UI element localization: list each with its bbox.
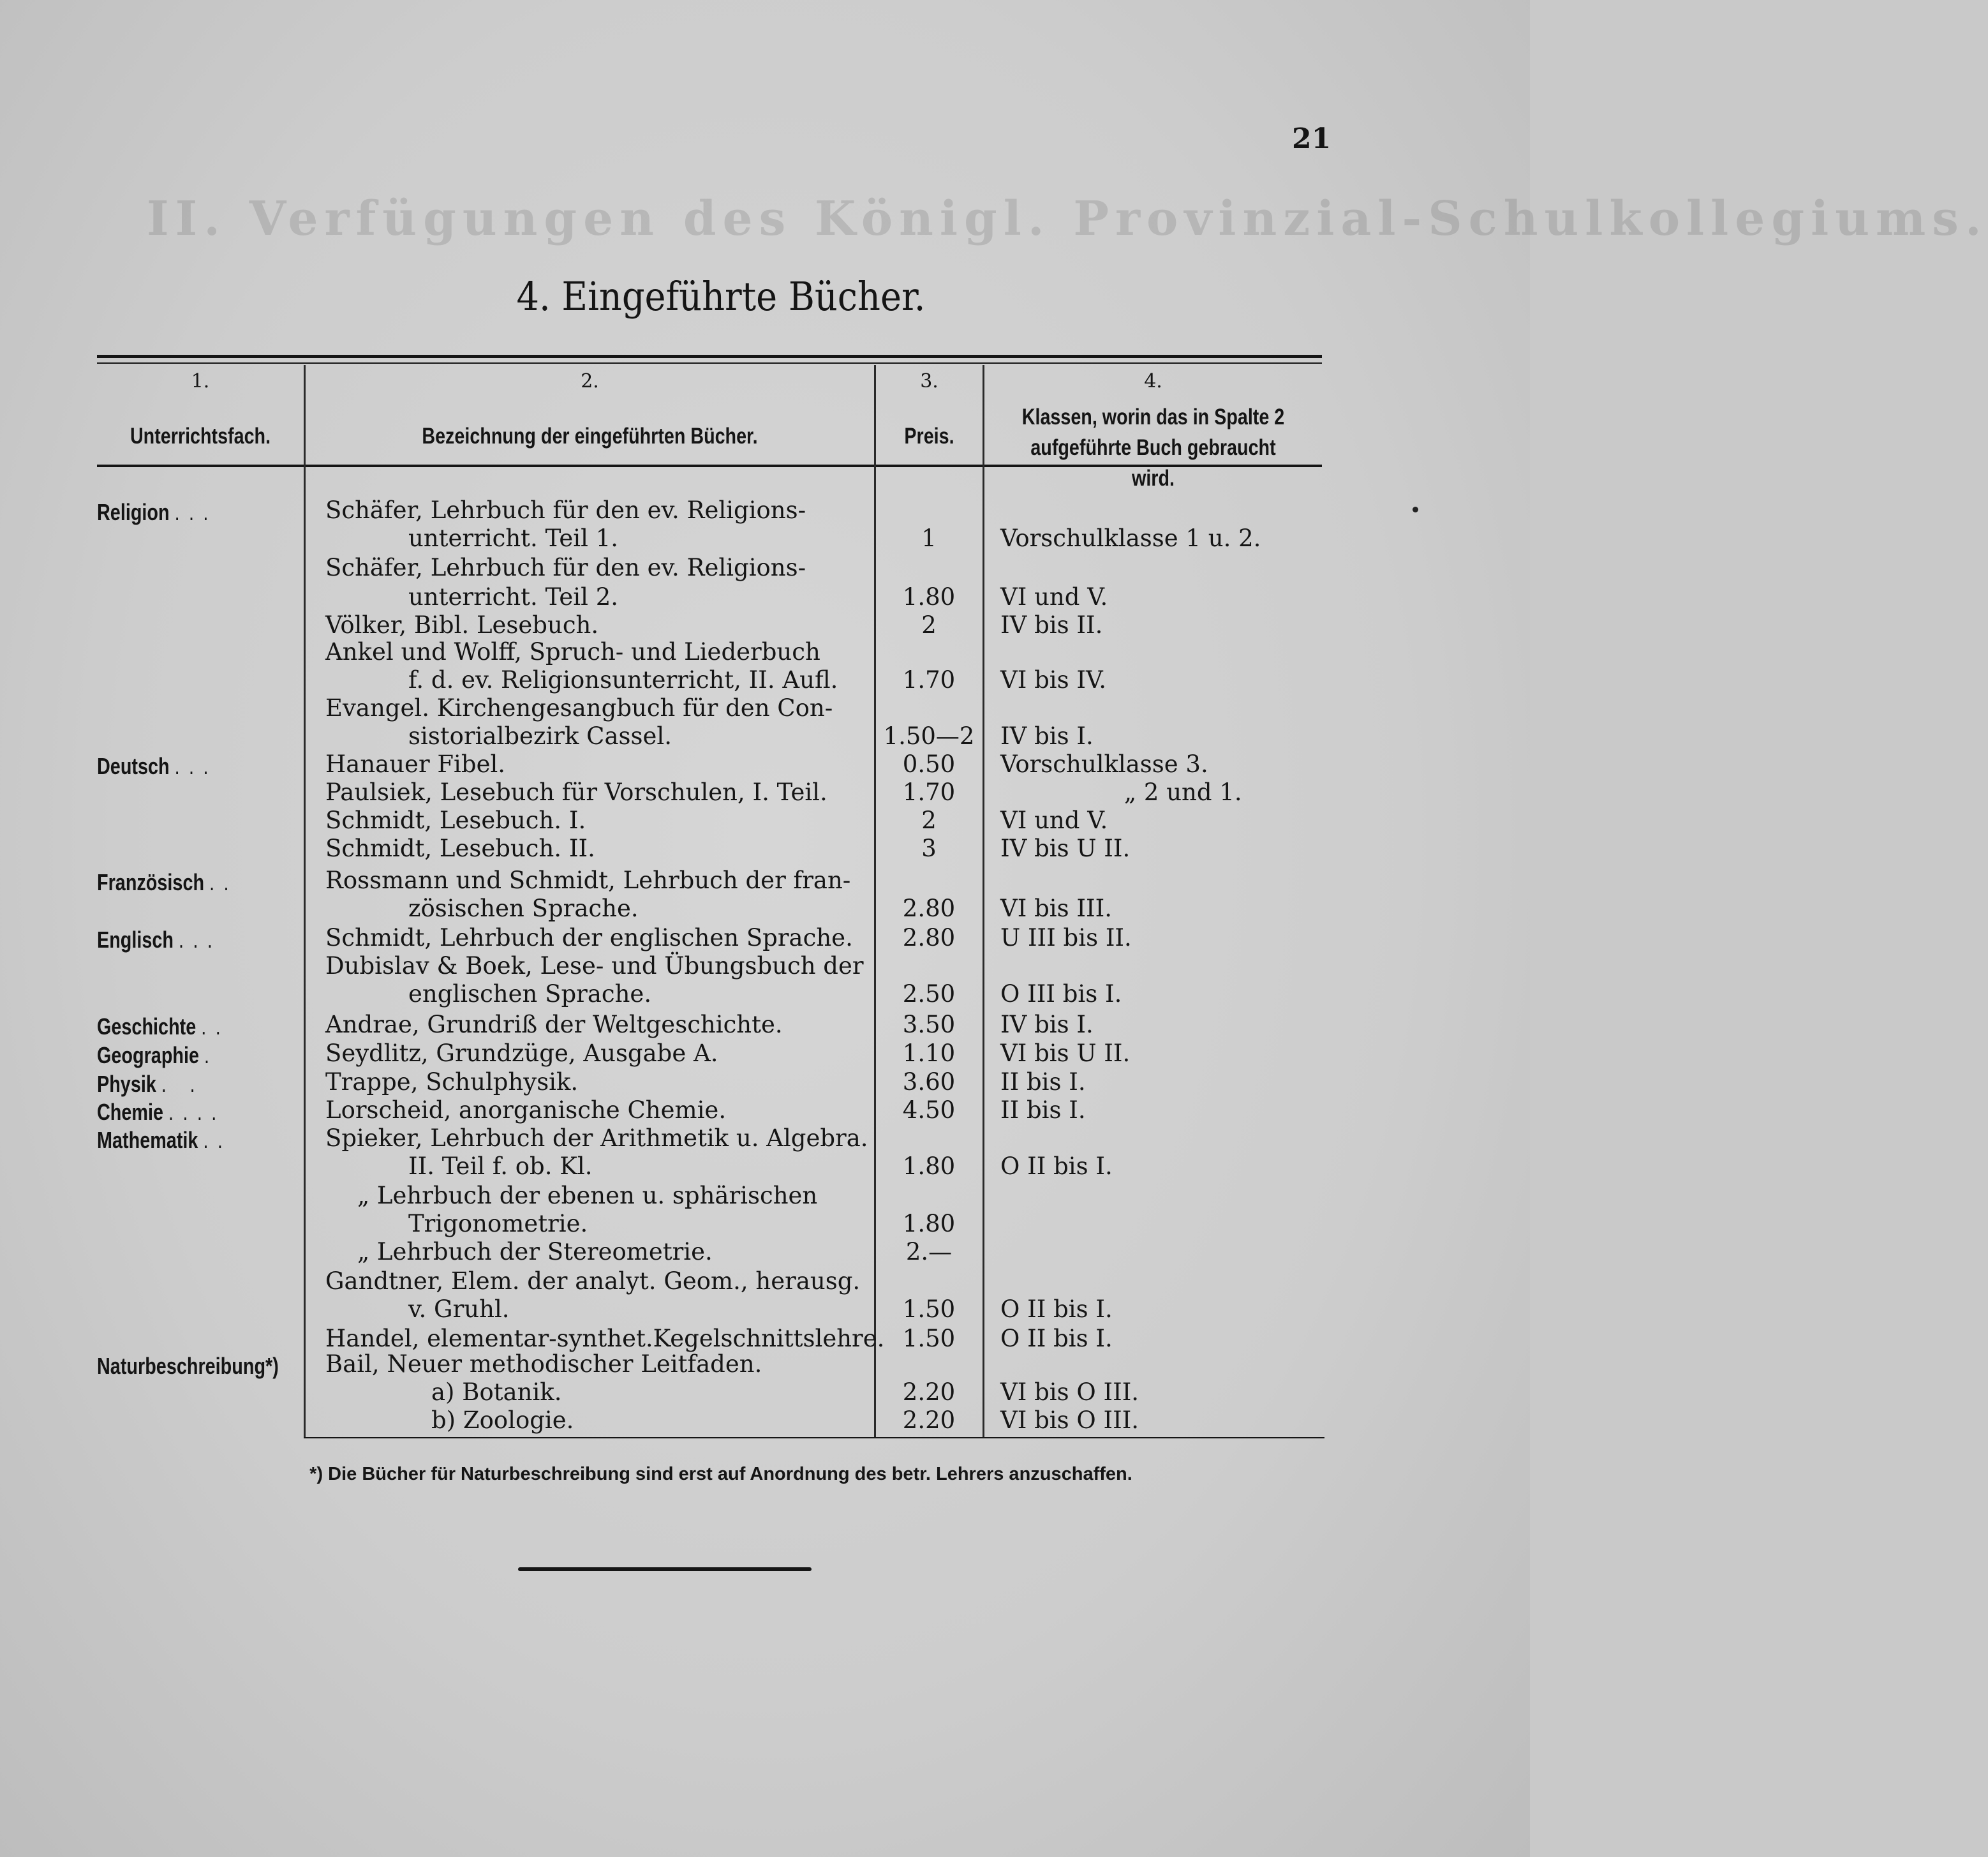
column-header-subject: Unterrichtsfach.	[130, 424, 271, 449]
subject-label: Geschichte	[97, 1013, 197, 1040]
classes-cell: IV bis I.	[1000, 1011, 1094, 1038]
closing-rule	[518, 1567, 812, 1571]
book-entry: II. Teil f. ob. Kl.	[408, 1152, 593, 1180]
book-entry: Paulsiek, Lesebuch für Vorschulen, I. Teil.	[325, 779, 827, 806]
subject-label: Religion	[97, 499, 170, 525]
leader-dots: ..	[203, 1127, 232, 1153]
price-cell: 2.—	[905, 1238, 953, 1265]
leader-dots: ...	[174, 499, 218, 525]
leader-dots: ...	[179, 927, 222, 953]
price-cell: 2.80	[902, 924, 956, 951]
classes-cell: II bis I.	[1000, 1096, 1086, 1124]
price-cell: 1.80	[902, 1210, 956, 1237]
subject-geschichte	[97, 1013, 230, 1040]
price-cell: 1	[921, 525, 937, 552]
price-cell: 4.50	[902, 1096, 956, 1124]
book-entry: Handel, elementar-synthet.Kegelschnittslehre.	[325, 1325, 885, 1352]
book-entry: Hanauer Fibel.	[325, 750, 506, 778]
footnote: *) Die Bücher für Naturbeschreibung sind erst auf Anordnung des betr. Lehrers anzuschaffen.	[309, 1464, 1132, 1484]
leader-dots: ...	[174, 753, 218, 779]
price-cell: 2.50	[902, 980, 956, 1008]
price-cell: 1.50	[902, 1295, 956, 1323]
price-cell: 2.20	[902, 1406, 956, 1434]
classes-cell: „ 2 und 1.	[1124, 779, 1242, 806]
book-entry: Spieker, Lehrbuch der Arithmetik u. Algebra.	[325, 1124, 868, 1152]
subject-franzoesisch	[97, 869, 238, 896]
column-divider-1	[304, 365, 306, 1438]
table-top-rule-thin	[97, 362, 1322, 364]
table-top-rule	[97, 355, 1322, 358]
table-bottom-rule	[304, 1437, 1324, 1438]
column-number-3: 3.	[920, 370, 938, 392]
price-cell: 1.10	[902, 1040, 956, 1067]
book-entry: englischen Sprache.	[408, 980, 652, 1008]
book-entry: Evangel. Kirchengesangbuch für den Con-	[325, 694, 833, 722]
book-entry: „ Lehrbuch der Stereometrie.	[357, 1238, 713, 1265]
book-entry: f. d. ev. Religionsunterricht, II. Aufl.	[408, 666, 838, 694]
column-number-4: 4.	[1144, 370, 1162, 392]
book-entry: Dubislav & Boek, Lese- und Übungsbuch der	[325, 952, 864, 980]
page-number: 21	[1292, 123, 1332, 155]
leader-dots: ..	[209, 869, 238, 895]
book-entry: Gandtner, Elem. der analyt. Geom., herausg.	[325, 1267, 861, 1295]
price-cell: 3.60	[902, 1068, 956, 1096]
book-entry: Ankel und Wolff, Spruch- und Liederbuch	[325, 638, 820, 666]
book-entry: Schmidt, Lesebuch. I.	[325, 807, 586, 834]
book-entry: Schmidt, Lesebuch. II.	[325, 835, 595, 862]
classes-cell: U III bis II.	[1000, 924, 1132, 951]
book-entry: b) Zoologie.	[431, 1406, 574, 1434]
subject-deutsch	[97, 753, 218, 780]
leader-dots: .	[204, 1042, 219, 1068]
price-cell: 1.50	[902, 1325, 956, 1352]
book-entry: Rossmann und Schmidt, Lehrbuch der fran-	[325, 867, 851, 894]
price-cell: 1.80	[902, 583, 956, 611]
book-entry: „ Lehrbuch der ebenen u. sphärischen	[357, 1182, 818, 1209]
book-entry: unterricht. Teil 1.	[408, 525, 619, 552]
classes-cell: IV bis II.	[1000, 611, 1103, 639]
subject-mathematik	[97, 1127, 232, 1154]
page-title: 4. Eingeführte Bücher.	[516, 273, 926, 320]
subject-englisch	[97, 927, 221, 953]
column-header-classes: Klassen, worin das in Spalte 2 aufgeführte Buch gebraucht wird.	[1021, 405, 1285, 491]
column-header-price: Preis.	[904, 424, 954, 449]
leader-dots: ..	[201, 1013, 230, 1040]
classes-cell: VI und V.	[1000, 807, 1108, 834]
margin-mark	[1413, 507, 1418, 512]
subject-religion	[97, 499, 218, 526]
bleed-through-text: II. Verfügungen des Königl. Provinzial-Schulkollegiums.	[147, 191, 1988, 246]
price-cell: 1.70	[902, 779, 956, 806]
column-header-books: Bezeichnung der eingeführten Bücher.	[422, 424, 758, 449]
classes-cell: VI bis U II.	[1000, 1040, 1131, 1067]
book-entry: Völker, Bibl. Lesebuch.	[325, 611, 599, 639]
subject-chemie	[97, 1099, 226, 1126]
classes-cell: O II bis I.	[1000, 1325, 1113, 1352]
book-entry: unterricht. Teil 2.	[408, 583, 619, 611]
price-cell: 2	[921, 807, 937, 834]
subject-physik	[97, 1071, 204, 1098]
price-cell: 3	[921, 835, 937, 862]
book-entry: Schäfer, Lehrbuch für den ev. Religions-	[325, 554, 806, 581]
subject-label: Französisch	[97, 869, 205, 895]
price-cell: 2.80	[902, 895, 956, 922]
subject-label: Physik	[97, 1071, 156, 1097]
leader-dots: ....	[168, 1099, 226, 1125]
book-entry: Trappe, Schulphysik.	[325, 1068, 579, 1096]
book-entry: Lorscheid, anorganische Chemie.	[325, 1096, 727, 1124]
classes-cell: VI bis O III.	[1000, 1378, 1139, 1406]
classes-cell: VI bis III.	[1000, 895, 1112, 922]
classes-cell: O III bis I.	[1000, 980, 1122, 1008]
subject-label: Deutsch	[97, 753, 170, 779]
price-cell: 1.80	[902, 1152, 956, 1180]
subject-label: Mathematik	[97, 1127, 198, 1153]
classes-cell: VI bis IV.	[1000, 666, 1106, 694]
subject-naturbeschreibung	[97, 1353, 279, 1380]
price-cell: 3.50	[902, 1011, 956, 1038]
classes-cell: VI und V.	[1000, 583, 1108, 611]
price-cell: 1.50—2	[883, 722, 975, 750]
column-number-2: 2.	[581, 370, 599, 392]
subject-label: Geographie	[97, 1042, 200, 1068]
classes-cell: IV bis I.	[1000, 722, 1094, 750]
subject-label: Naturbeschreibung*)	[97, 1353, 279, 1379]
price-cell: 1.70	[902, 666, 956, 694]
book-entry: Andrae, Grundriß der Weltgeschichte.	[325, 1011, 783, 1038]
classes-cell: Vorschulklasse 3.	[1000, 750, 1208, 778]
subject-label: Englisch	[97, 927, 174, 953]
subject-label: Chemie	[97, 1099, 164, 1125]
subject-geographie	[97, 1042, 218, 1069]
price-cell: 0.50	[902, 750, 956, 778]
book-entry: zösischen Sprache.	[408, 895, 639, 922]
book-entry: Bail, Neuer methodischer Leitfaden.	[325, 1350, 762, 1378]
book-entry: a) Botanik.	[431, 1378, 562, 1406]
classes-cell: IV bis U II.	[1000, 835, 1131, 862]
price-cell: 2	[921, 611, 937, 639]
column-number-1: 1.	[191, 370, 210, 392]
book-entry: Schäfer, Lehrbuch für den ev. Religions-	[325, 496, 806, 524]
classes-cell: Vorschulklasse 1 u. 2.	[1000, 525, 1261, 552]
classes-cell: O II bis I.	[1000, 1152, 1113, 1180]
price-cell: 2.20	[902, 1378, 956, 1406]
book-entry: sistorialbezirk Cassel.	[408, 722, 672, 750]
leader-dots: . .	[161, 1071, 205, 1097]
classes-cell: II bis I.	[1000, 1068, 1086, 1096]
book-entry: v. Gruhl.	[408, 1295, 510, 1323]
book-entry: Schmidt, Lehrbuch der englischen Sprache.	[325, 924, 853, 951]
book-entry: Trigonometrie.	[408, 1210, 588, 1237]
classes-cell: O II bis I.	[1000, 1295, 1113, 1323]
classes-cell: VI bis O III.	[1000, 1406, 1139, 1434]
book-entry: Seydlitz, Grundzüge, Ausgabe A.	[325, 1040, 718, 1067]
